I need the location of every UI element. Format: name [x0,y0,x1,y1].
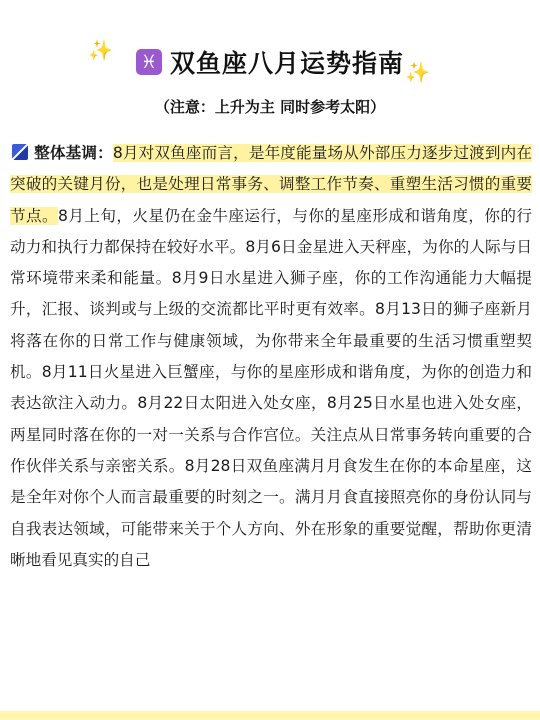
sparkle-icon: ✨ [88,38,113,62]
pencil-icon [12,144,28,160]
page-title: 双鱼座八月运势指南 [169,49,404,78]
section-label: 整体基调： [34,144,113,162]
body-text: 8月上旬，火星仍在金牛座运行，与你的星座形成和谐角度，你的行动力和执行力都保持在较好水平。8月6日金星进入天秤座，为你的人际与日常环境带来柔和能量。8月9日水星进入狮子座，你的工作沟通能力大幅提升，汇报、谈判或与上级的交流都比平时更有效率。8月13日的狮子座新月将落在你的日常工作与健康领域，为你带来全年最重要的生活习惯重塑契机。8月11日火星进入巨蟹座，与你的星座形成和谐角度，为你的创造力和表达欲注入动力。8月22日太阳进入处女座，8月25日水星也进入处女座，两星同时落在你的一对一关系与合作宫位。关注点从日常事务转向重要的合作伙伴关系与亲密关系。8月28日双鱼座满月月食发生在你的本命星座，这是全年对你个人而言最重要的时刻之一。满月月食直接照亮你的身份认同与自我表达领域，可能带来关于个人方向、外在形象的重要觉醒，帮助你更清晰地看见真实的自己 [10,206,532,569]
article-body [10,138,532,576]
page-subtitle: （注意：上升为主 同时参考太阳） [154,98,386,116]
sparkle-icon: ✨ [405,60,430,84]
title-row [0,44,540,84]
highlighted-text: 8月对双鱼座而言，是年度能量场从外部压力逐步过渡到内在突破的关键月份，也是处理日常事务、调整工作节奏、重塑生活习惯的重要节点。 [10,144,532,225]
bottom-bar [0,711,540,720]
pisces-icon: ♓ [136,49,162,75]
header [0,36,540,96]
